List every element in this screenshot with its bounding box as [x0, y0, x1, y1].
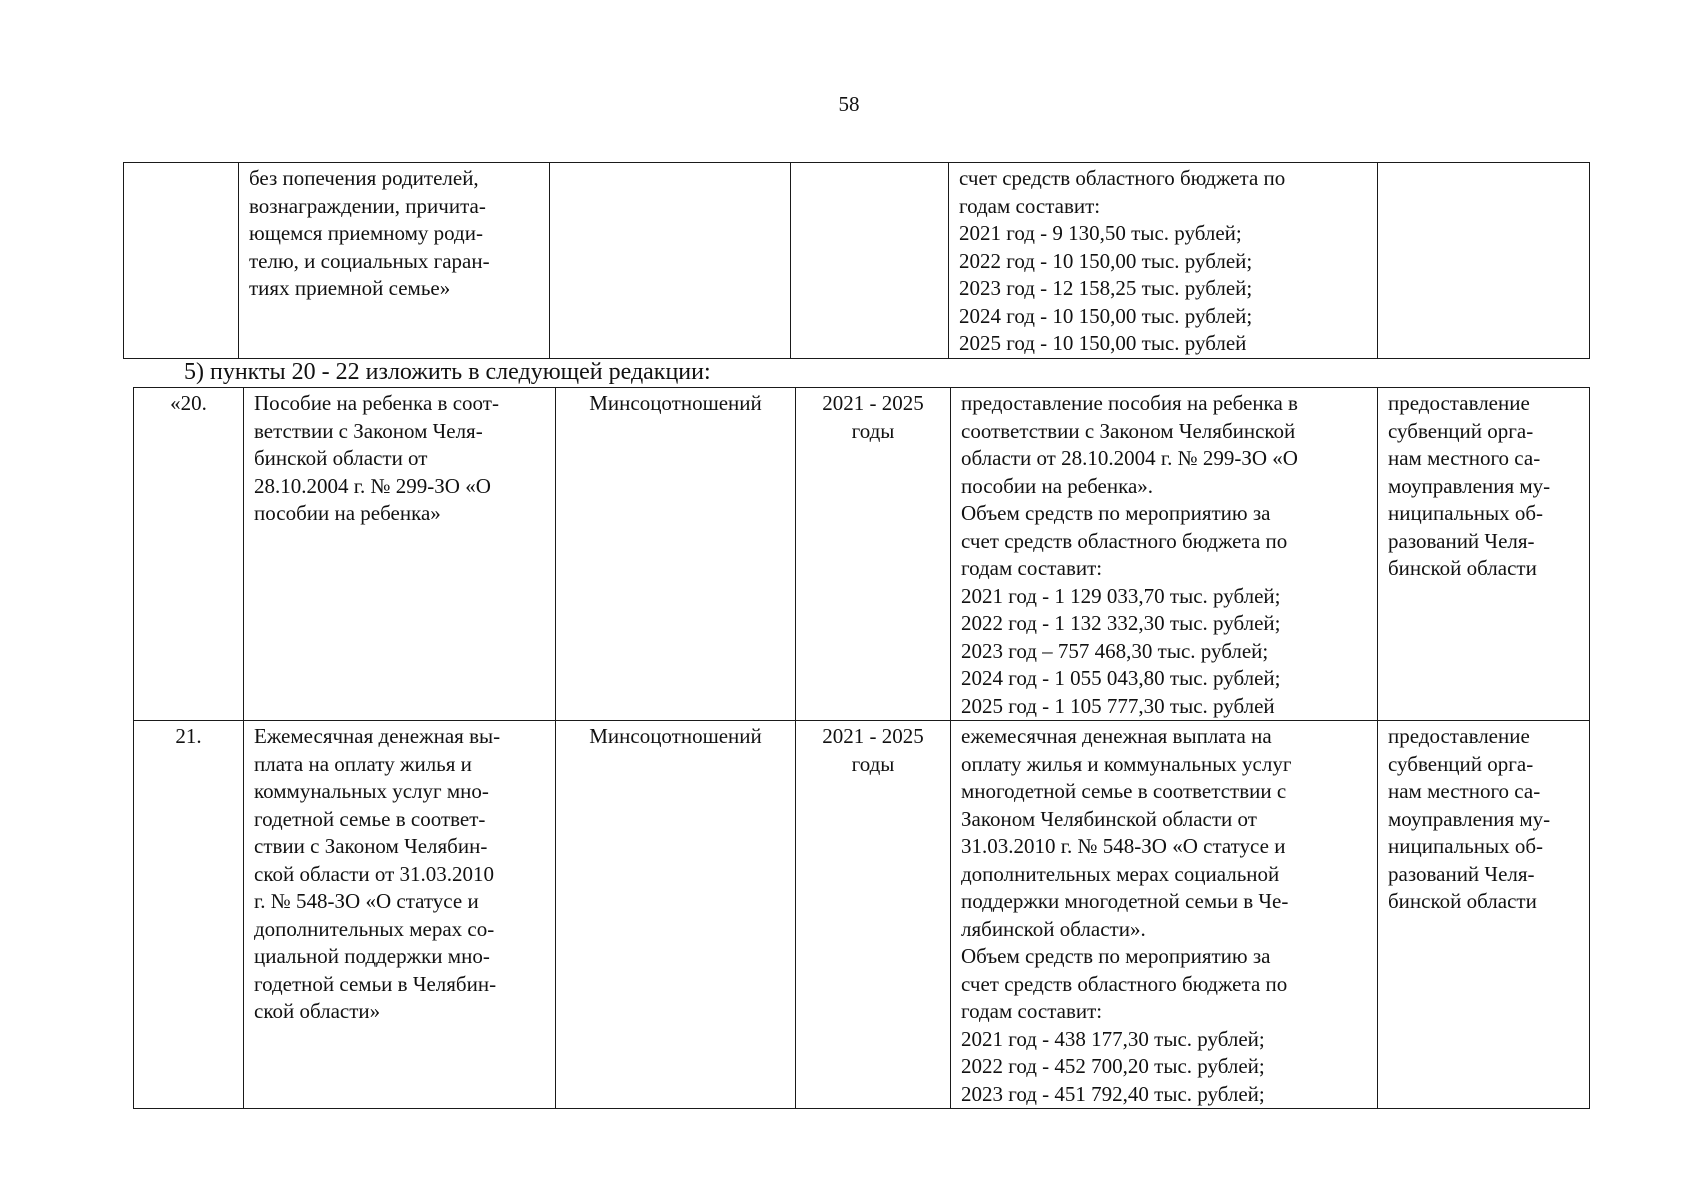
text-line: оплату жилья и коммунальных услуг [961, 751, 1292, 776]
text-line: ниципальных об- [1388, 501, 1544, 525]
text-line: телю, и социальных гаран- [249, 248, 490, 273]
text-line: моуправления му- [1388, 806, 1551, 831]
text-line: 2024 год - 1 055 043,80 тыс. рублей; [961, 666, 1281, 690]
cell-description [951, 721, 1378, 1109]
text-line: ежемесячная денежная выплата на [961, 724, 1272, 748]
text-line: 2021 год - 438 177,30 тыс. рублей; [961, 1026, 1265, 1051]
text-line: 2025 год - 10 150,00 тыс. рублей [959, 331, 1247, 355]
cell-period [796, 721, 951, 1109]
text-line: 2025 год - 1 105 777,30 тыс. рублей [961, 693, 1275, 718]
text-line: годетной семье в соответ- [254, 806, 486, 831]
cell-mechanism [1378, 721, 1590, 1109]
text-line: 28.10.2004 г. № 299-ЗО «О [254, 473, 491, 498]
text-line: многодетной семье в соответствии с [961, 779, 1287, 803]
text-line: Ежемесячная денежная вы- [254, 724, 501, 748]
text-line: субвенций орга- [1388, 751, 1534, 776]
amendment-text: 5) пункты 20 - 22 изложить в следующей редакции: [184, 359, 711, 385]
text-line: ющемся приемному роди- [249, 221, 483, 245]
text-line: Законом Челябинской области от [961, 806, 1257, 831]
cell-description [951, 388, 1378, 721]
cell-period [791, 163, 949, 359]
text-line: г. № 548-ЗО «О статусе и [254, 889, 479, 913]
cell-mechanism [1378, 388, 1590, 721]
text-line: Объем средств по мероприятию за [961, 501, 1271, 525]
text-line: 2024 год - 10 150,00 тыс. рублей; [959, 303, 1253, 328]
text-line: дополнительных мерах социальной [961, 861, 1280, 886]
cell-num: «20. [134, 388, 244, 721]
table-row [124, 163, 1590, 359]
text-line: годы [851, 751, 895, 776]
cell-description [949, 163, 1378, 359]
text-line: счет средств областного бюджета по [961, 971, 1288, 996]
cell-executor [550, 163, 791, 359]
text-line: пособии на ребенка» [254, 501, 441, 525]
text-line: пособии на ребенка». [961, 473, 1154, 498]
table-row [134, 388, 1590, 721]
text-line: бинской области [1388, 889, 1537, 913]
text-line: циальной поддержки мно- [254, 944, 490, 968]
cell-executor: Минсоцотношений [556, 388, 796, 721]
text-line: 2021 - 2025 [822, 391, 924, 415]
text-line: области от 28.10.2004 г. № 299-ЗО «О [961, 446, 1298, 470]
cell-executor: Минсоцотношений [556, 721, 796, 1109]
text-line: моуправления му- [1388, 473, 1551, 498]
cell-num: 21. [134, 721, 244, 1109]
text-line: Пособие на ребенка в соот- [254, 391, 499, 415]
text-line: 2023 год – 757 468,30 тыс. рублей; [961, 638, 1269, 663]
text-line: ниципальных об- [1388, 834, 1544, 858]
text-line: годы [851, 418, 895, 443]
text-line: поддержки многодетной семьи в Че- [961, 889, 1289, 913]
cell-name [244, 388, 556, 721]
text-line: субвенций орга- [1388, 418, 1534, 443]
text-line: плата на оплату жилья и [254, 751, 472, 776]
text-line: ствии с Законом Челябин- [254, 834, 488, 858]
text-line: бинской области от [254, 446, 428, 470]
text-line: годам составит: [961, 999, 1103, 1023]
text-line: 2022 год - 452 700,20 тыс. рублей; [961, 1054, 1265, 1078]
text-line: лябинской области». [961, 916, 1146, 941]
cell-num [124, 163, 239, 359]
text-line: ской области» [254, 999, 381, 1023]
text-line: 2023 год - 12 158,25 тыс. рублей; [959, 276, 1253, 300]
text-line: 2022 год - 10 150,00 тыс. рублей; [959, 248, 1253, 273]
text-line: нам местного са- [1388, 779, 1541, 803]
page-number: 58 [838, 92, 860, 116]
text-line: годам составит: [959, 193, 1101, 218]
text-line: разований Челя- [1388, 528, 1535, 553]
text-line: предоставление [1388, 391, 1530, 415]
continuation-table [123, 162, 1590, 359]
text-line: ветствии с Законом Челя- [254, 418, 483, 443]
text-line: предоставление пособия на ребенка в [961, 391, 1298, 415]
text-line: коммунальных услуг мно- [254, 779, 489, 803]
text-line: 2022 год - 1 132 332,30 тыс. рублей; [961, 611, 1281, 635]
text-line: 31.03.2010 г. № 548-ЗО «О статусе и [961, 834, 1286, 858]
cell-name [239, 163, 550, 359]
text-line: соответствии с Законом Челябинской [961, 418, 1296, 443]
table-row [134, 721, 1590, 1109]
text-line: без попечения родителей, [249, 166, 479, 190]
cell-name [244, 721, 556, 1109]
text-line: 2021 - 2025 [822, 724, 924, 748]
text-line: дополнительных мерах со- [254, 916, 495, 941]
text-line: Объем средств по мероприятию за [961, 944, 1271, 968]
text-line: годам составит: [961, 556, 1103, 580]
text-line: годетной семьи в Челябин- [254, 971, 497, 996]
text-line: 2021 год - 1 129 033,70 тыс. рублей; [961, 583, 1281, 608]
measures-table [133, 387, 1590, 1109]
text-line: вознаграждении, причита- [249, 193, 486, 218]
text-line: бинской области [1388, 556, 1537, 580]
text-line: счет средств областного бюджета по [959, 166, 1286, 190]
text-line: счет средств областного бюджета по [961, 528, 1288, 553]
cell-period [796, 388, 951, 721]
text-line: 2021 год - 9 130,50 тыс. рублей; [959, 221, 1242, 245]
text-line: разований Челя- [1388, 861, 1535, 886]
text-line: тиях приемной семье» [249, 276, 451, 300]
text-line: ской области от 31.03.2010 [254, 861, 495, 886]
text-line: нам местного са- [1388, 446, 1541, 470]
text-line: предоставление [1388, 724, 1530, 748]
cell-mechanism [1378, 163, 1590, 359]
text-line: 2023 год - 451 792,40 тыс. рублей; [961, 1081, 1265, 1106]
